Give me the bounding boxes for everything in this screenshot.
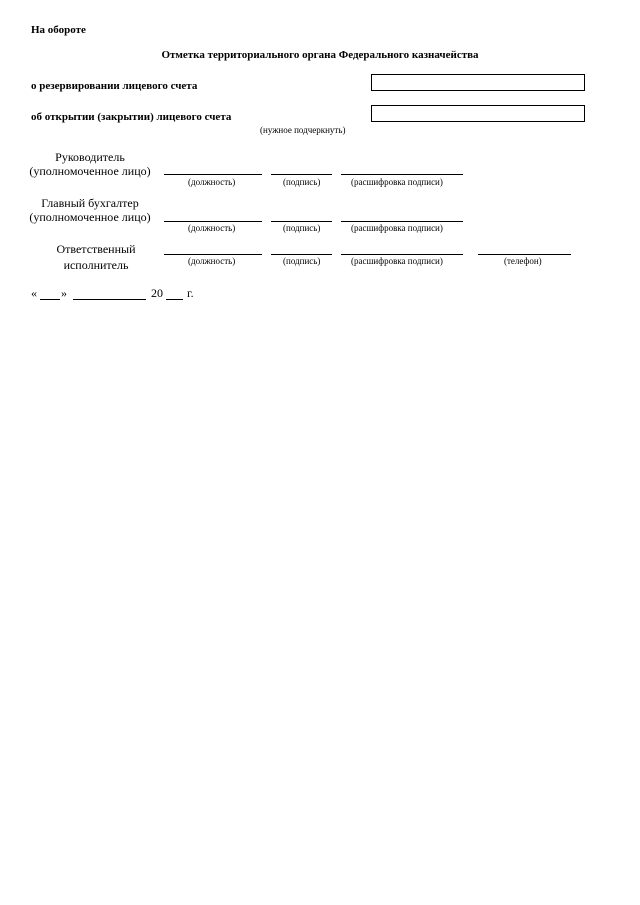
date-year-line[interactable] xyxy=(166,299,183,300)
executor-role-line2: исполнитель xyxy=(63,258,129,272)
accountant-signature-caption: (подпись) xyxy=(283,223,321,233)
accountant-role xyxy=(28,196,152,224)
head-role-line1: Руководитель xyxy=(55,150,125,164)
date-year-suffix: г. xyxy=(187,286,194,300)
executor-role xyxy=(28,242,164,272)
reverse-label: На обороте xyxy=(31,24,86,36)
executor-signature-caption: (подпись) xyxy=(283,256,321,266)
accountant-position-line[interactable] xyxy=(164,221,262,222)
accountant-position-caption: (должность) xyxy=(188,223,236,233)
executor-phone-caption: (телефон) xyxy=(504,256,542,266)
head-signature-caption: (подпись) xyxy=(283,177,321,187)
accountant-role-line1: Главный бухгалтер xyxy=(41,196,139,210)
executor-decoding-line[interactable] xyxy=(341,254,463,255)
opening-closing-label: об открытии (закрытии) лицевого счета xyxy=(31,111,232,123)
reservation-label: о резервировании лицевого счета xyxy=(31,80,198,92)
executor-role-line1: Ответственный xyxy=(56,242,136,256)
opening-closing-field[interactable] xyxy=(371,105,585,122)
date-close-quote: » xyxy=(61,286,67,300)
accountant-decoding-caption: (расшифровка подписи) xyxy=(351,223,443,233)
date-year-prefix: 20 xyxy=(151,286,163,300)
accountant-decoding-line[interactable] xyxy=(341,221,463,222)
head-decoding-caption: (расшифровка подписи) xyxy=(351,177,443,187)
head-role-line2: (уполномоченное лицо) xyxy=(29,164,151,178)
date-day-line[interactable] xyxy=(40,299,60,300)
executor-position-caption: (должность) xyxy=(188,256,236,266)
head-role xyxy=(28,150,152,178)
reservation-field[interactable] xyxy=(371,74,585,91)
date-open-quote: « xyxy=(31,286,37,300)
executor-phone-line[interactable] xyxy=(478,254,571,255)
executor-position-line[interactable] xyxy=(164,254,262,255)
date-month-line[interactable] xyxy=(73,299,146,300)
head-position-caption: (должность) xyxy=(188,177,236,187)
accountant-role-line2: (уполномоченное лицо) xyxy=(29,210,151,224)
head-position-line[interactable] xyxy=(164,174,262,175)
head-decoding-line[interactable] xyxy=(341,174,463,175)
executor-signature-line[interactable] xyxy=(271,254,332,255)
page-title: Отметка территориального органа Федерального казначейства xyxy=(161,49,479,61)
head-signature-line[interactable] xyxy=(271,174,332,175)
underline-note: (нужное подчеркнуть) xyxy=(260,125,346,135)
executor-decoding-caption: (расшифровка подписи) xyxy=(351,256,443,266)
accountant-signature-line[interactable] xyxy=(271,221,332,222)
